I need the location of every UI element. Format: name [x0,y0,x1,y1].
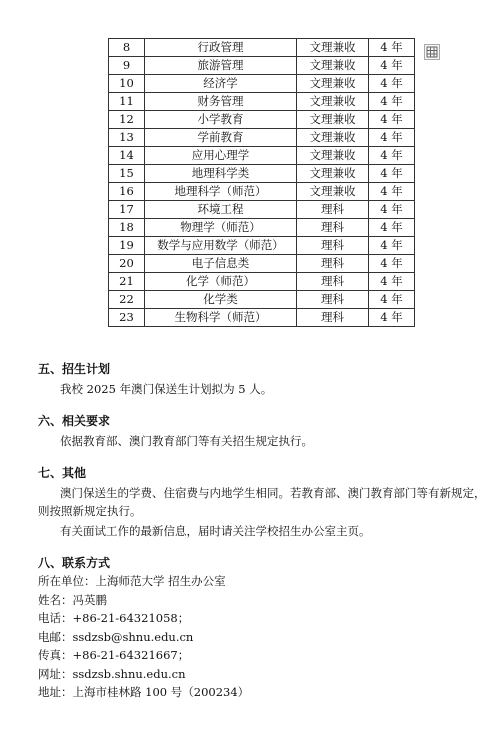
duration: 4 年 [369,273,415,291]
subject-category: 文理兼收 [297,183,369,201]
major-name: 物理学（师范） [145,219,297,237]
subject-category: 理科 [297,201,369,219]
duration: 4 年 [369,111,415,129]
subject-category: 文理兼收 [297,57,369,75]
table-row [109,201,415,219]
major-name: 生物科学（师范） [145,309,297,327]
subject-category: 文理兼收 [297,75,369,93]
table-row [109,309,415,327]
duration: 4 年 [369,57,415,75]
duration: 4 年 [369,309,415,327]
table-row [109,165,415,183]
row-number: 12 [109,111,145,129]
subject-category: 文理兼收 [297,129,369,147]
row-number: 14 [109,147,145,165]
table-row [109,291,415,309]
major-name: 学前教育 [145,129,297,147]
section-text: 依据教育部、澳门教育部门等有关招生规定执行。 [60,434,313,448]
section-text: 澳门保送生的学费、住宿费与内地学生相同。若教育部、澳门教育部门等有新规定，则按照新规定执行。 [38,486,486,518]
subject-category: 理科 [297,273,369,291]
row-number: 10 [109,75,145,93]
contact-unit: 所在单位：上海师范大学 招生办公室 [38,574,226,588]
table-row [109,39,415,57]
table-row [109,219,415,237]
major-name: 电子信息类 [145,255,297,273]
major-name: 地理科学类 [145,165,297,183]
table-row [109,237,415,255]
subject-category: 理科 [297,255,369,273]
subject-category: 文理兼收 [297,147,369,165]
contact-email[interactable]: 电邮：ssdzsb@shnu.edu.cn [38,629,194,644]
major-name: 行政管理 [145,39,297,57]
duration: 4 年 [369,237,415,255]
contact-address: 地址：上海市桂林路 100 号（200234） [38,685,250,699]
table-grid-icon[interactable] [424,44,440,60]
subject-category: 文理兼收 [297,111,369,129]
duration: 4 年 [369,93,415,111]
subject-category: 理科 [297,309,369,327]
table-row [109,183,415,201]
subject-category: 文理兼收 [297,93,369,111]
contact-website[interactable]: 网址：ssdzsb.shnu.edu.cn [38,666,186,681]
subject-category: 理科 [297,219,369,237]
major-name: 旅游管理 [145,57,297,75]
major-name: 经济学 [145,75,297,93]
duration: 4 年 [369,183,415,201]
table-row [109,129,415,147]
row-number: 20 [109,255,145,273]
row-number: 16 [109,183,145,201]
table-row [109,255,415,273]
major-name: 化学类 [145,291,297,309]
contact-fax: 传真：+86-21-64321667； [38,648,190,662]
major-name: 环境工程 [145,201,297,219]
duration: 4 年 [369,291,415,309]
subject-category: 文理兼收 [297,165,369,183]
duration: 4 年 [369,219,415,237]
major-name: 应用心理学 [145,147,297,165]
table-row [109,93,415,111]
section-text: 我校 2025 年澳门保送生计划拟为 5 人。 [60,382,273,396]
contact-name: 姓名：冯英鹏 [38,592,107,607]
major-name: 数学与应用数学（师范） [145,237,297,255]
duration: 4 年 [369,75,415,93]
subject-category: 理科 [297,237,369,255]
row-number: 15 [109,165,145,183]
contact-phone: 电话：+86-21-64321058； [38,611,190,625]
row-number: 11 [109,93,145,111]
section-title: 六、相关要求 [38,414,111,428]
major-name: 地理科学（师范） [145,183,297,201]
table-row [109,273,415,291]
table-row [109,75,415,93]
row-number: 8 [109,39,145,57]
duration: 4 年 [369,39,415,57]
major-name: 财务管理 [145,93,297,111]
duration: 4 年 [369,201,415,219]
row-number: 18 [109,219,145,237]
duration: 4 年 [369,255,415,273]
duration: 4 年 [369,147,415,165]
document-body [38,360,488,702]
contact-block [38,572,488,702]
table-row [109,111,415,129]
table-row [109,147,415,165]
duration: 4 年 [369,129,415,147]
row-number: 22 [109,291,145,309]
section-title: 八、联系方式 [38,556,111,570]
section-title: 五、招生计划 [38,362,111,376]
table-row [109,57,415,75]
row-number: 19 [109,237,145,255]
major-name: 化学（师范） [145,273,297,291]
row-number: 13 [109,129,145,147]
section-title: 七、其他 [38,466,87,480]
row-number: 17 [109,201,145,219]
section-text: 有关面试工作的最新信息，届时请关注学校招生办公室主页。 [60,524,371,538]
subject-category: 理科 [297,291,369,309]
row-number: 23 [109,309,145,327]
subject-category: 文理兼收 [297,39,369,57]
major-name: 小学教育 [145,111,297,129]
duration: 4 年 [369,165,415,183]
majors-table [108,38,415,327]
row-number: 9 [109,57,145,75]
row-number: 21 [109,273,145,291]
